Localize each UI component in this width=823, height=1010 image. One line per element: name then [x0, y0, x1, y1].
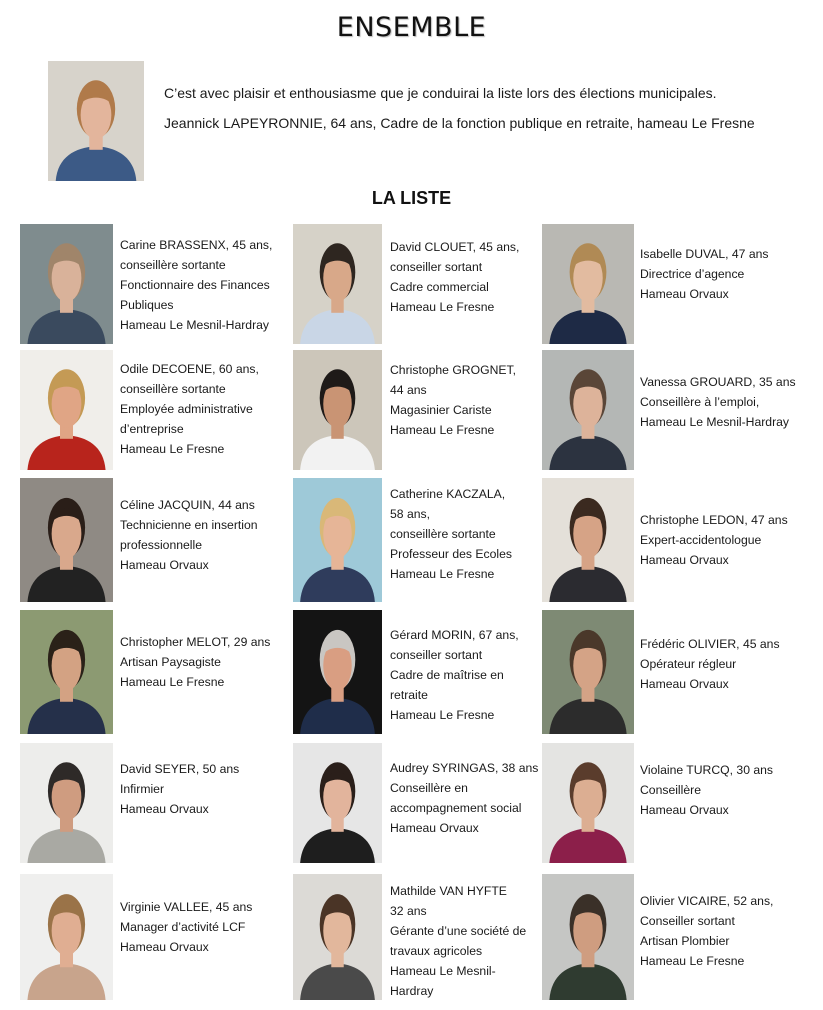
candidate-detail: conseillère sortante: [120, 258, 226, 272]
candidate-detail: Hameau Orvaux: [640, 677, 729, 691]
candidate-detail: Hameau Le Fresne: [120, 675, 225, 689]
candidate-info: [640, 510, 788, 570]
candidate-detail: Hameau Le Fresne: [390, 423, 495, 437]
candidate-info: [120, 359, 259, 459]
portrait-photo: [293, 350, 382, 470]
candidate-photo: [20, 224, 113, 344]
candidate-info: [390, 484, 512, 584]
candidate-photo: [20, 610, 113, 734]
candidate-detail: 44 ans: [390, 383, 427, 397]
list-title: LA LISTE: [371, 188, 452, 208]
candidate-detail: Hameau Orvaux: [640, 287, 729, 301]
candidate-photo: [20, 350, 113, 470]
portrait-photo: [542, 874, 634, 1000]
portrait-photo: [293, 743, 382, 863]
candidate-photo: [20, 478, 113, 602]
candidate-info: [640, 244, 769, 304]
candidate-photo: [542, 743, 634, 863]
candidate-detail: Hameau Le Fresne: [120, 442, 225, 456]
candidate-detail: Employée administrative: [120, 402, 253, 416]
candidate-detail: Fonctionnaire des Finances: [120, 278, 270, 292]
candidate-name: Isabelle DUVAL, 47 ans: [640, 247, 769, 261]
candidate-info: [390, 625, 519, 725]
candidate-photo: [293, 350, 382, 470]
candidate-detail: Gérante d’une société de: [390, 924, 527, 938]
candidate-photo: [293, 610, 382, 734]
candidate-detail: Hameau Le Fresne: [390, 708, 495, 722]
candidate-name: Olivier VICAIRE, 52 ans,: [640, 894, 774, 908]
portrait-photo: [293, 610, 382, 734]
portrait-photo: [48, 61, 144, 181]
candidate-name: David CLOUET, 45 ans,: [390, 240, 520, 254]
lead-candidate-photo: [48, 61, 144, 181]
candidate-detail: Conseillère à l’emploi,: [640, 395, 760, 409]
candidate-photo: [542, 350, 634, 470]
candidate-info: [120, 495, 258, 575]
candidate-name: Christophe LEDON, 47 ans: [640, 513, 788, 527]
lead-statement: C’est avec plaisir et enthousiasme que je conduirai la liste lors des élections municipales.: [164, 85, 717, 101]
candidate-detail: Hameau Le Mesnil-Hardray: [640, 415, 790, 429]
lead-candidate-text: [164, 80, 804, 140]
candidate-detail: 58 ans,: [390, 507, 430, 521]
candidate-detail: Hameau Le Fresne: [390, 567, 495, 581]
candidate-name: Christophe GROGNET,: [390, 363, 516, 377]
candidate-detail: conseillère sortante: [120, 382, 226, 396]
candidate-photo: [542, 478, 634, 602]
candidate-detail: Publiques: [120, 298, 174, 312]
candidate-name: Mathilde VAN HYFTE: [390, 884, 507, 898]
candidate-detail: Hameau Orvaux: [120, 940, 209, 954]
portrait-photo: [542, 478, 634, 602]
candidate-detail: d’entreprise: [120, 422, 184, 436]
candidate-photo: [293, 224, 382, 344]
candidate-name: Carine BRASSENX, 45 ans,: [120, 238, 273, 252]
candidate-detail: Hameau Le Mesnil-: [390, 964, 496, 978]
candidate-detail: Professeur des Ecoles: [390, 547, 512, 561]
candidate-name: Audrey SYRINGAS, 38 ans: [390, 761, 539, 775]
candidate-detail: Artisan Plombier: [640, 934, 730, 948]
candidate-info: [390, 237, 519, 317]
candidate-name: Violaine TURCQ, 30 ans: [640, 763, 774, 777]
candidate-name: Céline JACQUIN, 44 ans: [120, 498, 255, 512]
candidate-detail: Directrice d’agence: [640, 267, 745, 281]
portrait-photo: [542, 350, 634, 470]
portrait-photo: [542, 610, 634, 734]
candidate-detail: 32 ans: [390, 904, 427, 918]
portrait-photo: [20, 478, 113, 602]
candidate-detail: professionnelle: [120, 538, 202, 552]
lead-signature: Jeannick LAPEYRONNIE, 64 ans, Cadre de la fonction publique en retraite, hameau Le Fresne: [164, 115, 755, 131]
candidate-info: [120, 897, 252, 957]
candidate-photo: [20, 743, 113, 863]
candidate-detail: Conseiller sortant: [640, 914, 735, 928]
portrait-photo: [293, 478, 382, 602]
candidate-detail: travaux agricoles: [390, 944, 483, 958]
candidate-name: Gérard MORIN, 67 ans,: [390, 628, 519, 642]
candidate-detail: Manager d’activité LCF: [120, 920, 246, 934]
portrait-photo: [293, 224, 382, 344]
page-title: ENSEMBLE: [336, 12, 487, 43]
candidate-info: [120, 235, 272, 335]
candidate-photo: [293, 874, 382, 1000]
candidate-detail: Expert-accidentologue: [640, 533, 762, 547]
candidate-detail: Hameau Orvaux: [640, 553, 729, 567]
candidate-detail: Cadre commercial: [390, 280, 489, 294]
candidate-info: [640, 891, 773, 971]
candidate-name: Frédéric OLIVIER, 45 ans: [640, 637, 780, 651]
portrait-photo: [20, 743, 113, 863]
candidate-detail: Hameau Orvaux: [120, 558, 209, 572]
candidate-photo: [542, 874, 634, 1000]
candidate-info: [640, 372, 796, 432]
candidate-name: David SEYER, 50 ans: [120, 762, 240, 776]
candidate-detail: Hameau Orvaux: [640, 803, 729, 817]
candidate-photo: [20, 874, 113, 1000]
candidate-detail: Artisan Paysagiste: [120, 655, 221, 669]
candidate-photo: [293, 478, 382, 602]
candidate-detail: Hameau Le Mesnil-Hardray: [120, 318, 270, 332]
portrait-photo: [20, 610, 113, 734]
candidate-detail: Hameau Le Fresne: [640, 954, 745, 968]
portrait-photo: [542, 224, 634, 344]
candidate-detail: conseillère sortante: [390, 527, 496, 541]
candidate-detail: Magasinier Cariste: [390, 403, 492, 417]
candidate-info: [120, 632, 270, 692]
candidate-detail: Hameau Le Fresne: [390, 300, 495, 314]
candidate-detail: Hardray: [390, 984, 434, 998]
candidate-info: [120, 759, 239, 819]
candidate-detail: Technicienne en insertion: [120, 518, 258, 532]
portrait-photo: [20, 350, 113, 470]
candidate-info: [640, 634, 780, 694]
candidate-detail: retraite: [390, 688, 428, 702]
candidate-name: Virginie VALLEE, 45 ans: [120, 900, 253, 914]
candidate-detail: Hameau Orvaux: [120, 802, 209, 816]
portrait-photo: [293, 874, 382, 1000]
candidate-detail: Hameau Orvaux: [390, 821, 479, 835]
portrait-photo: [542, 743, 634, 863]
portrait-photo: [20, 874, 113, 1000]
candidate-detail: Cadre de maîtrise en: [390, 668, 504, 682]
candidate-info: [390, 360, 516, 440]
candidate-detail: Infirmier: [120, 782, 165, 796]
candidate-name: Catherine KACZALA,: [390, 487, 506, 501]
portrait-photo: [20, 224, 113, 344]
candidate-detail: Conseillère en: [390, 781, 468, 795]
candidate-name: Vanessa GROUARD, 35 ans: [640, 375, 796, 389]
candidate-info: [640, 760, 773, 820]
candidate-detail: conseiller sortant: [390, 260, 483, 274]
candidate-info: [390, 758, 538, 838]
candidate-name: Odile DECOENE, 60 ans,: [120, 362, 259, 376]
candidate-detail: conseiller sortant: [390, 648, 483, 662]
candidate-info: [390, 881, 526, 1001]
candidate-detail: Opérateur régleur: [640, 657, 737, 671]
candidate-photo: [542, 224, 634, 344]
candidate-detail: accompagnement social: [390, 801, 522, 815]
candidate-name: Christopher MELOT, 29 ans: [120, 635, 271, 649]
candidate-photo: [293, 743, 382, 863]
candidate-photo: [542, 610, 634, 734]
candidate-detail: Conseillère: [640, 783, 701, 797]
